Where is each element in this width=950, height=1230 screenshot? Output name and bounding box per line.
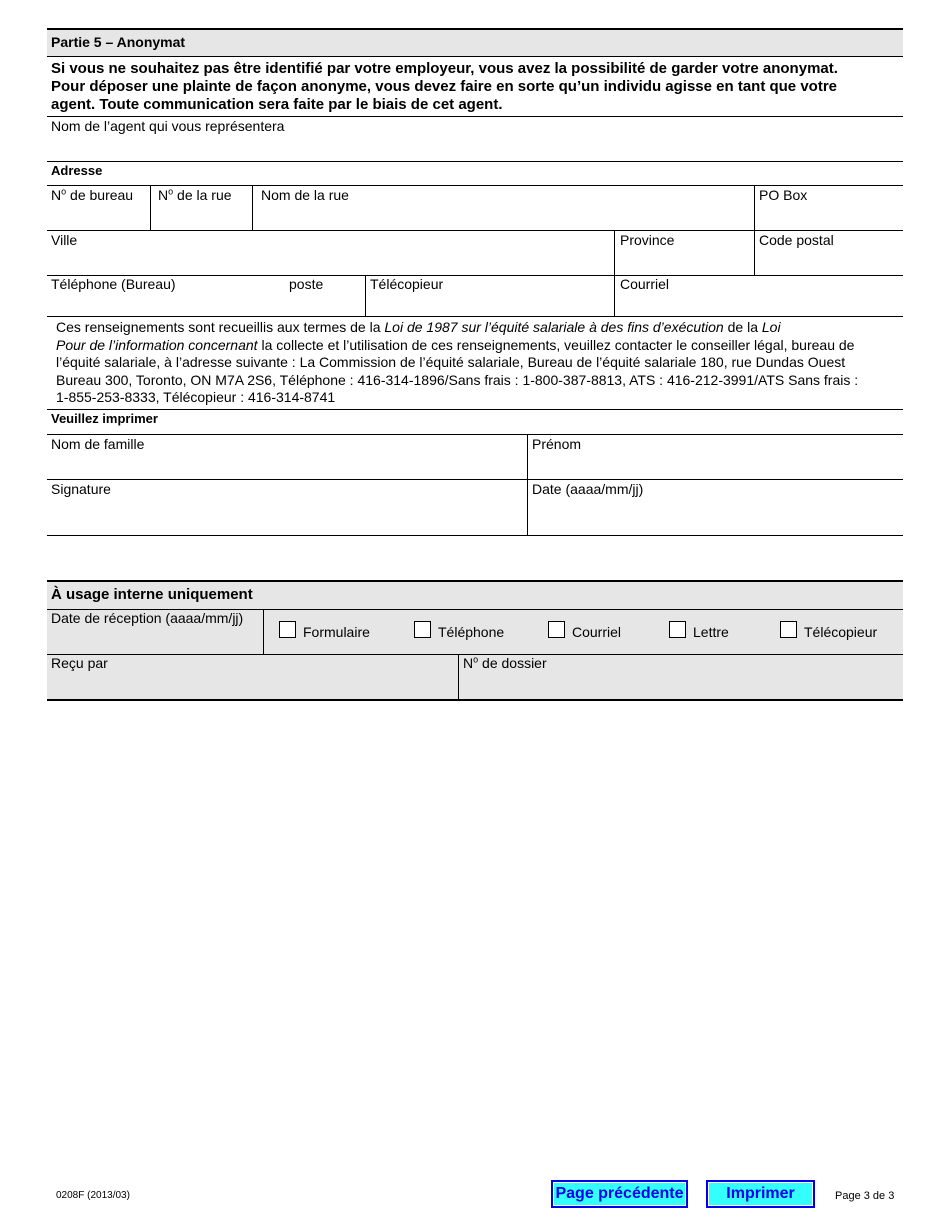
divider	[47, 434, 903, 435]
date-label: Date (aaaa/mm/jj)	[532, 481, 644, 497]
file-no-field[interactable]	[459, 673, 902, 697]
divider	[47, 409, 903, 410]
city-field[interactable]	[47, 250, 613, 274]
intro-line-1: Si vous ne souhaitez pas être identifié par votre employeur, vous avez la possibilité de garder votre anonymat.	[51, 60, 838, 77]
page-indicator: Page 3 de 3	[835, 1190, 895, 1202]
print-section-heading: Veuillez imprimer	[51, 411, 158, 426]
form-code: 0208F (2013/03)	[56, 1190, 130, 1201]
notice-line-4: Bureau 300, Toronto, ON M7A 2S6, Téléphone : 416-314-1896/Sans frais : 1-800-387-8813, ATS : 416-212-3991/ATS Sans frais :	[56, 371, 859, 388]
agent-name-field[interactable]	[47, 136, 903, 160]
divider	[47, 535, 903, 536]
divider	[47, 28, 903, 30]
address-heading: Adresse	[51, 163, 103, 178]
signature-field[interactable]	[47, 499, 526, 533]
checkbox-phone-label: Téléphone	[438, 624, 505, 640]
checkbox-fax-label: Télécopieur	[804, 624, 878, 640]
divider	[47, 56, 903, 57]
agent-name-label: Nom de l’agent qui vous représentera	[51, 118, 285, 134]
divider	[47, 161, 903, 162]
email-label: Courriel	[620, 276, 670, 292]
phone-field[interactable]	[47, 294, 277, 316]
office-no-field[interactable]	[47, 205, 149, 229]
print-button[interactable]	[706, 1180, 815, 1208]
divider	[47, 316, 903, 317]
postal-code-label: Code postal	[759, 232, 834, 248]
province-label: Province	[620, 232, 675, 248]
checkbox-letter[interactable]	[669, 621, 686, 638]
province-field[interactable]	[615, 250, 753, 274]
divider	[47, 185, 903, 186]
divider	[47, 699, 903, 701]
notice-line-5: 1-855-253-8333, Télécopieur : 416-314-8741	[56, 389, 336, 405]
divider	[47, 479, 903, 480]
previous-page-button-label: Page précédente	[553, 1182, 686, 1206]
intro-line-3: agent. Toute communication sera faite par le biais de cet agent.	[51, 96, 503, 113]
date-field[interactable]	[528, 499, 902, 533]
office-no-label: $N^o$ de bureau	[51, 186, 134, 203]
postal-code-field[interactable]	[755, 250, 902, 274]
first-name-field[interactable]	[528, 454, 902, 478]
po-box-label: PO Box	[759, 187, 808, 203]
checkbox-form-label: Formulaire	[303, 624, 370, 640]
received-by-label: Reçu par	[51, 655, 108, 671]
email-field[interactable]	[615, 294, 902, 316]
file-no-label: $N^o$ de dossier	[463, 654, 547, 671]
checkbox-phone[interactable]	[414, 621, 431, 638]
divider	[47, 230, 903, 231]
received-date-label: Date de réception (aaaa/mm/jj)	[51, 610, 244, 626]
checkbox-email-label: Courriel	[572, 624, 622, 640]
city-label: Ville	[51, 232, 78, 248]
last-name-label: Nom de famille	[51, 436, 145, 452]
checkbox-form[interactable]	[279, 621, 296, 638]
divider	[47, 116, 903, 117]
privacy-notice	[56, 319, 876, 407]
previous-page-button[interactable]	[551, 1180, 688, 1208]
checkbox-fax[interactable]	[780, 621, 797, 638]
street-name-label: Nom de la rue	[261, 187, 349, 203]
ext-field[interactable]	[282, 294, 364, 316]
po-box-field[interactable]	[755, 205, 902, 229]
street-no-field[interactable]	[151, 205, 251, 229]
print-button-label: Imprimer	[708, 1182, 813, 1206]
street-name-field[interactable]	[253, 205, 753, 229]
signature-label: Signature	[51, 481, 111, 497]
fax-label: Télécopieur	[370, 276, 444, 292]
ext-label: poste	[289, 276, 324, 292]
notice-line-3: l’équité salariale, à l’adresse suivante : La Commission de l’équité salariale, Bureau de l’équité salariale 180, rue Dundas Ouest	[56, 354, 846, 370]
street-no-label: $N^o$ de la rue	[158, 186, 232, 203]
last-name-field[interactable]	[47, 454, 526, 478]
divider	[263, 609, 264, 654]
fax-field[interactable]	[366, 294, 613, 316]
checkbox-email[interactable]	[548, 621, 565, 638]
intro-line-2: Pour déposer une plainte de façon anonyme, vous devez faire en sorte qu’un individu agisse en tant que votre	[51, 78, 837, 95]
section5-title: Partie 5 – Anonymat	[51, 34, 186, 50]
internal-use-heading: À usage interne uniquement	[51, 586, 253, 603]
phone-label: Téléphone (Bureau)	[51, 276, 176, 292]
received-by-field[interactable]	[47, 673, 457, 697]
notice-line-2: Pour de l’information concernant la collecte et l’utilisation de ces renseignements, veuillez contacter le conseiller légal, bureau de	[56, 336, 855, 353]
notice-line-1: Ces renseignements sont recueillis aux termes de la Loi de 1987 sur l’équité salariale à des fins d’exécution de la Loi	[56, 319, 781, 335]
first-name-label: Prénom	[532, 436, 582, 452]
checkbox-letter-label: Lettre	[693, 624, 729, 640]
